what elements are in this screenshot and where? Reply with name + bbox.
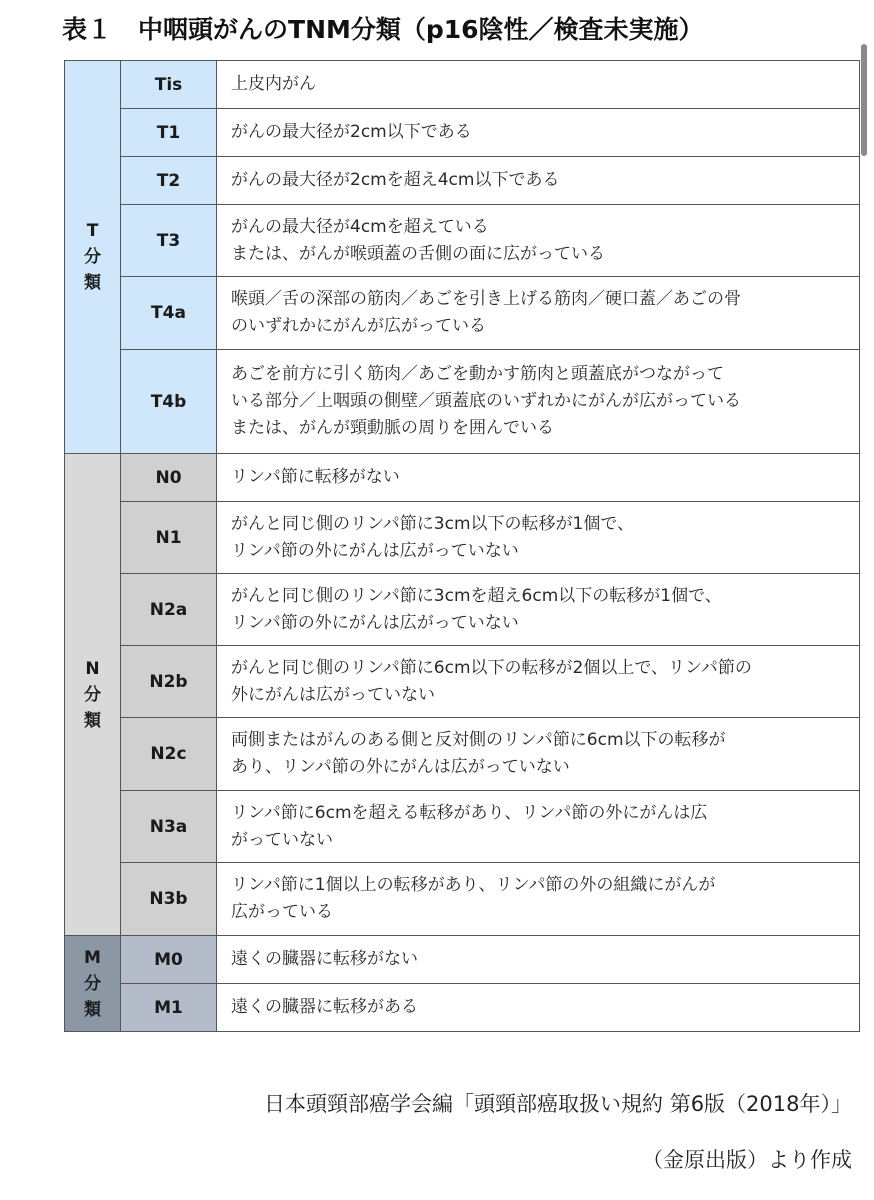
stage-code: N0: [121, 454, 217, 502]
table-row: [65, 157, 860, 205]
table-row: [65, 863, 860, 936]
source-publisher: （金原出版）より作成: [642, 1148, 852, 1172]
table-row: [65, 936, 860, 984]
stage-code: T4a: [121, 277, 217, 350]
table-title-text: 中咽頭がんのTNM分類（p16陰性／検査未実施）: [138, 15, 704, 44]
table-row: [65, 109, 860, 157]
table-row: [65, 205, 860, 277]
stage-description: 遠くの臓器に転移がある: [217, 984, 860, 1032]
stage-code: T2: [121, 157, 217, 205]
stage-code: N2b: [121, 646, 217, 718]
table-row: [65, 984, 860, 1032]
stage-description: がんと同じ側のリンパ節に6cm以下の転移が2個以上で、リンパ節の 外にがんは広がっていない: [217, 646, 860, 718]
table-row: [65, 61, 860, 109]
table-row: [65, 454, 860, 502]
stage-code: N2c: [121, 718, 217, 791]
stage-code: M0: [121, 936, 217, 984]
stage-code: N1: [121, 502, 217, 574]
stage-description: リンパ節に1個以上の転移があり、リンパ節の外の組織にがんが 広がっている: [217, 863, 860, 936]
m-classification-label: M 分 類: [65, 936, 121, 1032]
stage-code: M1: [121, 984, 217, 1032]
table-row: [65, 791, 860, 863]
stage-description: リンパ節に転移がない: [217, 454, 860, 502]
stage-description: リンパ節に6cmを超える転移があり、リンパ節の外にがんは広 がっていない: [217, 791, 860, 863]
stage-description: 上皮内がん: [217, 61, 860, 109]
table-number: 表１: [62, 15, 113, 44]
stage-description: 遠くの臓器に転移がない: [217, 936, 860, 984]
stage-code: T3: [121, 205, 217, 277]
source-citation: 日本頭頸部癌学会編「頭頸部癌取扱い規約 第6版（2018年）」: [264, 1092, 852, 1116]
stage-description: あごを前方に引く筋肉／あごを動かす筋肉と頭蓋底がつながって いる部分／上咽頭の側壁／頭蓋底のいずれかにがんが広がっている または、がんが頸動脈の周りを囲んでいる: [217, 350, 860, 454]
stage-code: T1: [121, 109, 217, 157]
stage-description: がんの最大径が2cm以下である: [217, 109, 860, 157]
stage-code: T4b: [121, 350, 217, 454]
stage-code: N3a: [121, 791, 217, 863]
stage-description: 喉頭／舌の深部の筋肉／あごを引き上げる筋肉／硬口蓋／あごの骨 のいずれかにがんが広がっている: [217, 277, 860, 350]
stage-code: N2a: [121, 574, 217, 646]
t-classification-label: T 分 類: [65, 61, 121, 454]
scrollbar[interactable]: [861, 44, 867, 156]
table-row: [65, 350, 860, 454]
stage-description: がんと同じ側のリンパ節に3cmを超え6cm以下の転移が1個で、 リンパ節の外にがんは広がっていない: [217, 574, 860, 646]
table-row: [65, 574, 860, 646]
stage-description: がんと同じ側のリンパ節に3cm以下の転移が1個で、 リンパ節の外にがんは広がっていない: [217, 502, 860, 574]
stage-description: 両側またはがんのある側と反対側のリンパ節に6cm以下の転移が あり、リンパ節の外にがんは広がっていない: [217, 718, 860, 791]
table-row: [65, 718, 860, 791]
stage-code: Tis: [121, 61, 217, 109]
table-row: [65, 277, 860, 350]
stage-code: N3b: [121, 863, 217, 936]
table-title: [62, 10, 704, 50]
n-classification-label: N 分 類: [65, 454, 121, 936]
table-row: [65, 502, 860, 574]
table-row: [65, 646, 860, 718]
stage-description: がんの最大径が2cmを超え4cm以下である: [217, 157, 860, 205]
tnm-table: [64, 60, 860, 1032]
stage-description: がんの最大径が4cmを超えている または、がんが喉頭蓋の舌側の面に広がっている: [217, 205, 860, 277]
